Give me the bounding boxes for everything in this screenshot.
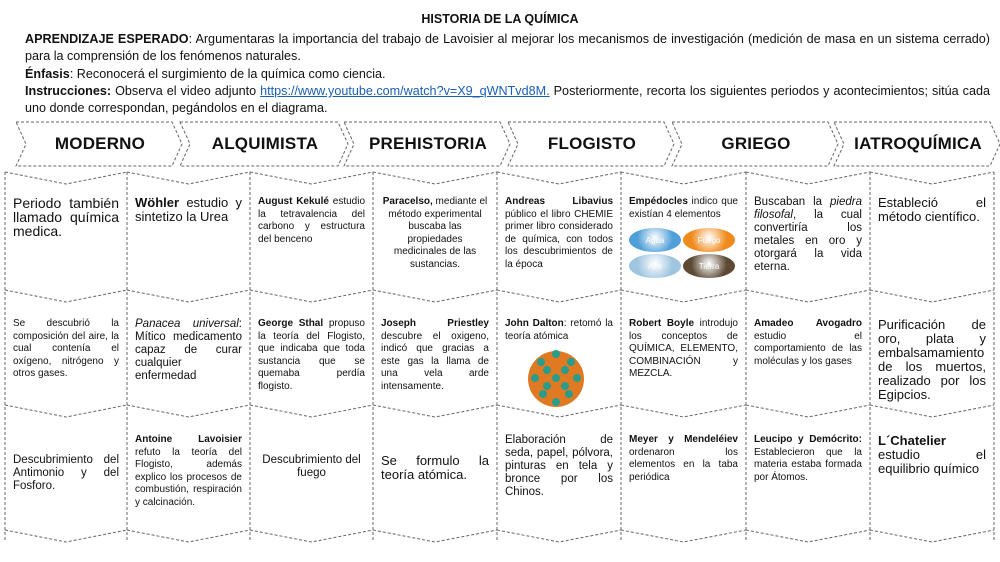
- element-aire-icon: Aire: [629, 254, 681, 278]
- cell-r3-c1[interactable]: Descubrimiento del Antimonio y del Fosforo.: [13, 454, 119, 492]
- cell-heading: Wöhler: [135, 195, 180, 210]
- cell-r2-c3[interactable]: George Sthal propuso la teoría del Flogisto, que indicaba que toda sustancia que se quemaba perdía flogisto.: [258, 318, 365, 392]
- emphasis-label: Énfasis: [25, 67, 70, 81]
- cell-heading: Antoine Lavoisier: [135, 434, 242, 445]
- cell-heading: Joseph Priestley: [381, 318, 489, 329]
- header-iatroquímica: IATROQUÍMICA: [854, 134, 982, 153]
- cell-r1-c6[interactable]: Empédocles indico que existían 4 elementos: [629, 196, 738, 220]
- chevron-5-4: [497, 530, 621, 542]
- header-moderno: MODERNO: [54, 134, 146, 153]
- cell-r3-c4[interactable]: Se formulo la teoría atómica.: [381, 453, 489, 482]
- header-griego: GRIEGO: [721, 134, 791, 153]
- chevron-1-2: [5, 290, 127, 302]
- chevron-7-1: [746, 172, 870, 184]
- cell-r2-c1[interactable]: Se descubrió la composición del aire, la cual contenía el oxígeno, nitrógeno y otros gases.: [13, 318, 119, 379]
- cell-heading: George Sthal: [258, 318, 324, 329]
- cell-r1-c7[interactable]: Buscaban la piedra filosofal, la cual convertiría los metales en oro y otorgará la vida eterna.: [754, 196, 862, 273]
- cell-r3-c7[interactable]: Leucipo y Demócrito: Establecieron que la materia estaba formada por Átomos.: [754, 434, 862, 483]
- chevron-3-1: [250, 172, 373, 184]
- instructions-label: Instrucciones:: [25, 84, 112, 98]
- chevron-4-1: [373, 172, 497, 184]
- chevron-4-2: [373, 290, 497, 302]
- chevron-7-2: [746, 290, 870, 302]
- chevron-7-4: [746, 530, 870, 542]
- cell-heading: Empédocles: [629, 196, 688, 207]
- cell-r1-c1[interactable]: Periodo también llamado química medica.: [13, 195, 119, 239]
- cell-heading: Paracelso,: [382, 196, 433, 207]
- four-elements-image: [629, 228, 737, 280]
- cell-r1-c4[interactable]: Paracelso, mediante el método experimental buscaba las propiedades medicinales de las sustancias.: [382, 196, 488, 270]
- chevron-3-2: [250, 290, 373, 302]
- cell-r1-c2[interactable]: Wöhler estudio y sintetizo la Urea: [135, 195, 242, 224]
- learning-goal-text: : Argumentaras la importancia del trabajo de Lavoisier al mejorar los mecanismos de investigación (medición de masa en un sistema cerrado) para la comprensión de los fenómenos naturales.: [25, 32, 990, 63]
- chevron-6-2: [621, 290, 746, 302]
- instructions-text-1: Observa el video adjunto: [111, 84, 261, 98]
- cell-heading: Meyer y Mendeléiev: [629, 434, 738, 445]
- cell-r2-c8[interactable]: Purificación de oro, plata y embalsamamiento de los muertos, realizado por los Egipcios.: [878, 317, 986, 402]
- chevron-2-4: [127, 530, 250, 542]
- chevron-1-4: [5, 530, 127, 542]
- cell-heading: Robert Boyle: [629, 318, 695, 329]
- cell-heading: John Dalton: [505, 318, 564, 329]
- cell-r2-c7[interactable]: Amadeo Avogadro estudio el comportamiento de las moléculas y los gases: [754, 318, 862, 367]
- chevron-7-3: [746, 405, 870, 417]
- cell-r3-c6[interactable]: Meyer y Mendeléiev ordenaron los elementos en la taba periódica: [629, 434, 738, 483]
- cell-r2-c5[interactable]: John Dalton: retomó la teoría atómica: [505, 318, 613, 342]
- chevron-2-2: [127, 290, 250, 302]
- chevron-2-1: [127, 172, 250, 184]
- chevron-1-1: [5, 172, 127, 184]
- cell-r2-c4[interactable]: Joseph Priestley descubre el oxigeno, indicó que gracias a este gas la llama de una vela arde intensamente.: [381, 318, 489, 392]
- chevron-6-3: [621, 405, 746, 417]
- learning-goal-label: APRENDIZAJE ESPERADO: [25, 32, 189, 46]
- chevron-4-3: [373, 405, 497, 417]
- chevron-8-3: [870, 405, 994, 417]
- cell-r3-c2[interactable]: Antoine Lavoisier refuto la teoría del Flogisto, además explico los procesos de combustión, respiración y calcinación.: [135, 434, 242, 508]
- header-prehistoria: PREHISTORIA: [368, 134, 488, 153]
- chevron-2-3: [127, 405, 250, 417]
- cell-r3-c8[interactable]: L´Chatelier estudio el equilibrio químico: [878, 433, 986, 476]
- chevron-8-4: [870, 530, 994, 542]
- chevron-8-2: [870, 290, 994, 302]
- cell-r2-c2[interactable]: Panacea universal: Mítico medicamento capaz de curar cualquier enfermedad: [135, 318, 242, 382]
- cell-r3-c3[interactable]: Descubrimiento del fuego: [262, 454, 361, 479]
- cell-heading: Amadeo Avogadro: [754, 318, 862, 329]
- chevron-4-4: [373, 530, 497, 542]
- cell-heading: L´Chatelier: [878, 433, 946, 448]
- video-link[interactable]: https://www.youtube.com/watch?v=X9_qWNTvd8M.: [260, 84, 550, 98]
- header-flogisto: FLOGISTO: [547, 134, 637, 153]
- page-title: HISTORIA DE LA QUÍMICA: [421, 12, 579, 26]
- cell-heading: Leucipo y Demócrito:: [754, 434, 862, 445]
- cell-r1-c5[interactable]: Andreas Libavius público el libro CHEMIE primer libro considerado de química, con todos los descubrimientos de la época: [505, 196, 613, 270]
- cell-heading: Andreas Libavius: [505, 196, 613, 207]
- element-fuego-icon: Fuego: [683, 228, 735, 252]
- chevron-5-1: [497, 172, 621, 184]
- chevron-6-4: [621, 530, 746, 542]
- cell-r2-c6[interactable]: Robert Boyle introdujo los conceptos de QUÍMICA, ELEMENTO, COMBINACIÓN y MEZCLA.: [629, 318, 738, 379]
- cell-heading: August Kekulé: [258, 196, 329, 207]
- instructions-text-2: Posteriormente, recorta los siguientes periodos y acontecimientos; sitúa cada uno donde correspondan, pegándolos en el diagrama.: [25, 84, 990, 115]
- chevron-5-2: [497, 290, 621, 302]
- element-tierra-icon: Tierra: [683, 254, 735, 278]
- cell-r3-c5[interactable]: Elaboración de seda, papel, pólvora, pinturas en tela y bronce por los Chinos.: [505, 434, 613, 498]
- chevron-8-1: [870, 172, 994, 184]
- chevron-3-3: [250, 405, 373, 417]
- emphasis-text: : Reconocerá el surgimiento de la química como ciencia.: [69, 67, 386, 81]
- cell-r1-c3[interactable]: August Kekulé estudio la tetravalencia del carbono y estructura del benceno: [258, 196, 366, 245]
- header-alquimista: ALQUIMISTA: [211, 134, 319, 153]
- cell-r1-c8[interactable]: Estableció el método científico.: [878, 195, 986, 224]
- chevron-6-1: [621, 172, 746, 184]
- atom-model-icon: [521, 344, 591, 414]
- chevron-3-4: [250, 530, 373, 542]
- chevron-1-3: [5, 405, 127, 417]
- element-agua-icon: Agua: [629, 228, 681, 252]
